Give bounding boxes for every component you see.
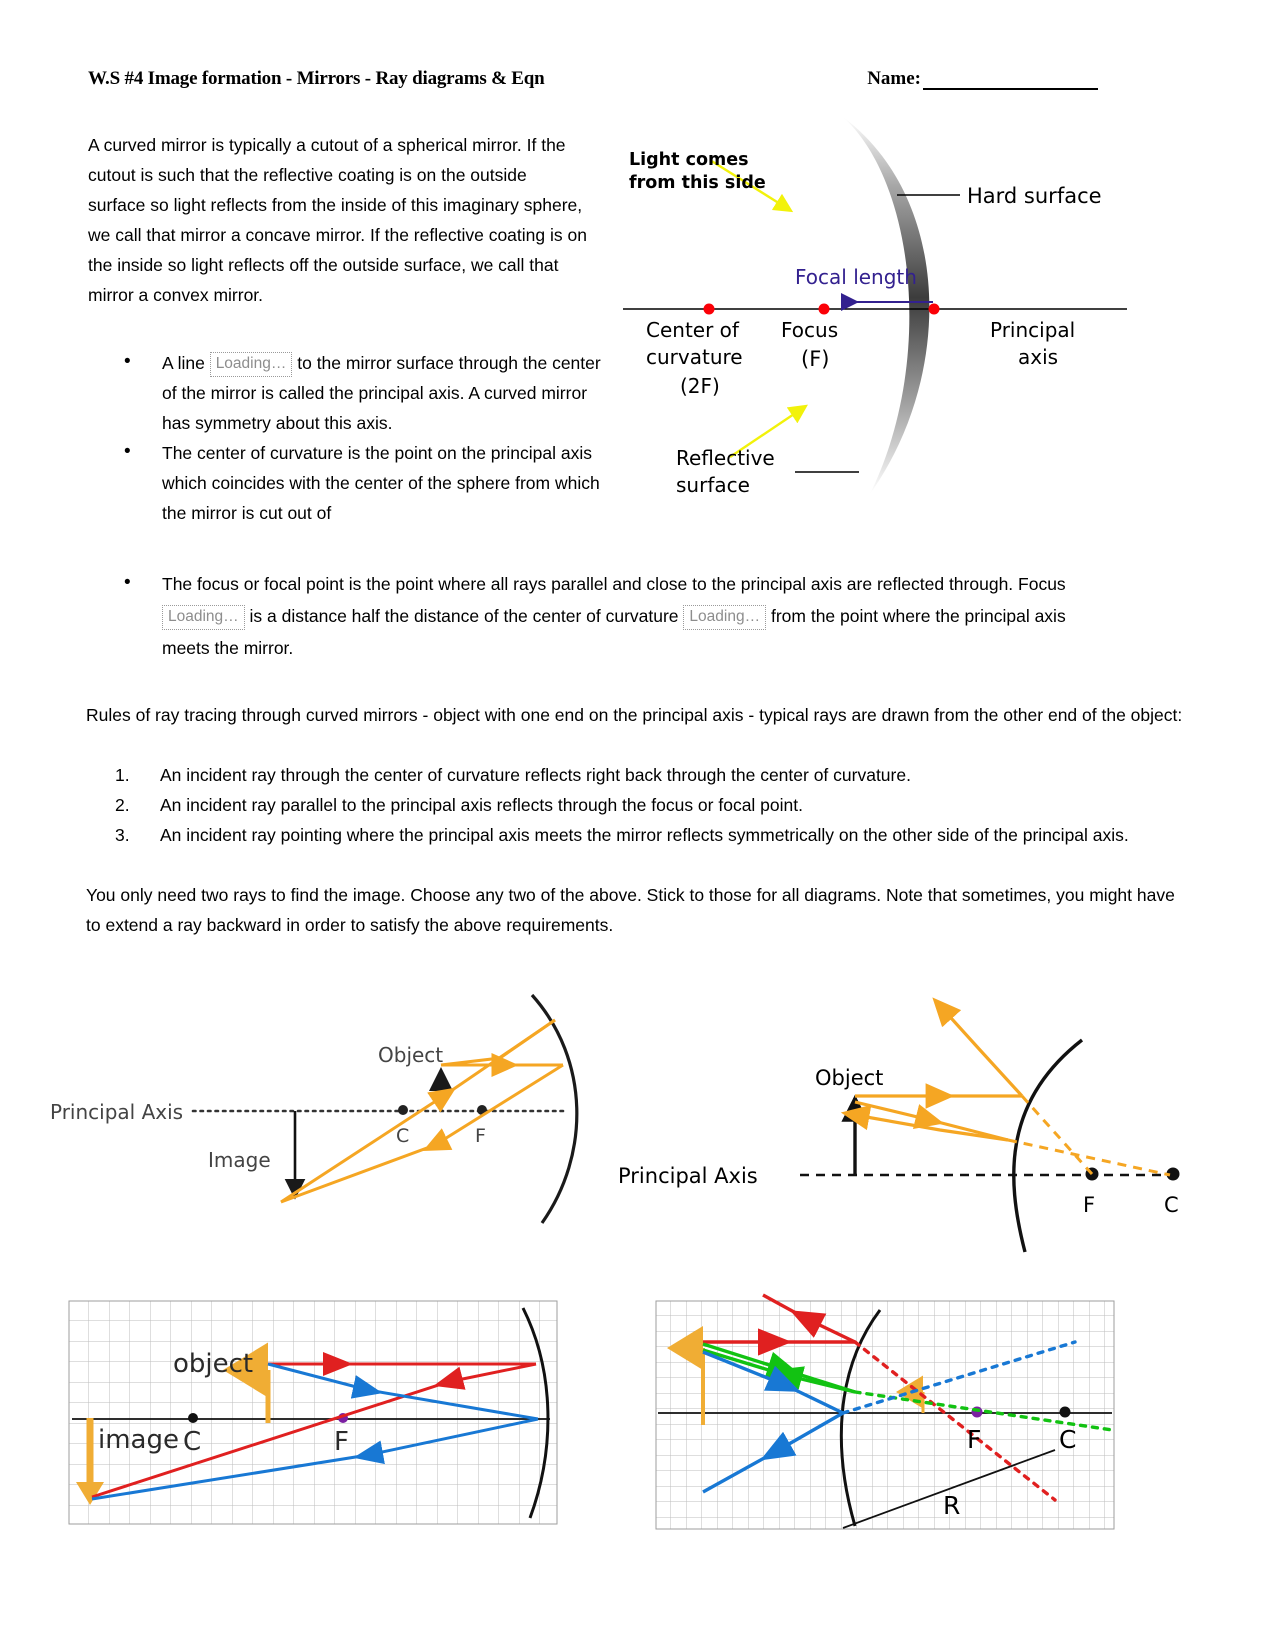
name-label: Name: [867, 68, 921, 89]
definition-bullets [110, 348, 610, 528]
definition-bullets-wide [110, 568, 1110, 664]
label-f: F [967, 1425, 982, 1454]
vertex-point [929, 304, 940, 315]
mirror-crescent-shape [843, 117, 929, 494]
page-header [88, 68, 1098, 90]
label-light-comes: Light comes [629, 150, 749, 170]
figure-convex-ray-diagram [610, 960, 1179, 1260]
label-object: Object [378, 1043, 444, 1067]
label-curvature: curvature [646, 345, 743, 369]
ray-parallel-reflected [281, 1065, 563, 1202]
label-f: F [475, 1125, 486, 1147]
page-title: W.S #4 Image formation - Mirrors - Ray diagrams & Eqn [88, 68, 545, 89]
intro-paragraph: A curved mirror is typically a cutout of a spherical mirror. If the cutout is such that the reflective coating is on the outside surface so light reflects from the inside of this imaginary sphere, we call that mirror a concave mirror. If the reflective coating is on the inside so light reflects off the outside surface, we call that mirror a convex mirror. [88, 135, 587, 305]
label-surface: surface [676, 473, 750, 497]
bullet-focus [110, 568, 1110, 664]
figure-grid-convex [655, 1300, 1115, 1530]
bullet-center-of-curvature: • The center of curvature is the point on the principal axis which coincides with the center of the sphere from which the mirror is cut out of [110, 438, 610, 528]
rule-item: An incident ray parallel to the principal axis reflects through the focus or focal point. [160, 795, 803, 815]
equation-placeholder-3[interactable]: Loading… [683, 605, 766, 630]
ray-through-focus-reflected [441, 1020, 555, 1065]
center-of-curvature-point [1060, 1407, 1071, 1418]
mirror-arc [532, 995, 577, 1223]
focus-point [819, 304, 830, 315]
bullet-1-text-a: A line [162, 353, 205, 373]
figure-mirror-anatomy [615, 112, 1130, 512]
label-focus: Focus [781, 318, 839, 342]
label-object: object [173, 1349, 254, 1379]
label-image: Image [208, 1148, 271, 1172]
label-f: F [334, 1427, 349, 1457]
label-hard-surface: Hard surface [967, 184, 1102, 208]
mirror-arc [1014, 1040, 1082, 1252]
equation-placeholder-2[interactable]: Loading… [162, 605, 245, 630]
label-from-this-side: from this side [629, 173, 766, 193]
label-r: R [943, 1491, 961, 1520]
bullet-3-text-b: is a distance half the distance of the center of curvature [249, 606, 679, 626]
label-image: image [98, 1425, 179, 1455]
ray-parallel-virtual-extension [1022, 1096, 1092, 1174]
bullet-3-text-c: from the point where the principal axis meets the mirror. [162, 606, 1066, 658]
label-axis: axis [1018, 345, 1059, 369]
grid-lines [656, 1301, 1114, 1529]
equation-placeholder-1[interactable]: Loading… [210, 352, 293, 377]
name-field-group [867, 68, 1098, 90]
figure-grid-concave [68, 1300, 558, 1525]
bullet-principal-axis [110, 348, 610, 438]
rules-list [112, 760, 1202, 850]
bullet-1-text-b: to the mirror surface through the center of the mirror is called the principal axis. A curved mirror has symmetry about this axis. [162, 353, 601, 433]
label-f: (F) [801, 347, 830, 371]
label-reflective: Reflective [676, 446, 775, 470]
rule-item: An incident ray through the center of curvature reflects right back through the center of curvature. [160, 765, 911, 785]
label-focal-length: Focal length [795, 265, 917, 289]
label-c: C [1164, 1193, 1179, 1217]
label-principal-axis: Principal Axis [50, 1100, 184, 1124]
rule-item: An incident ray pointing where the principal axis meets the mirror reflects symmetrically on the other side of the principal axis. [160, 825, 1129, 845]
label-c: C [1059, 1425, 1077, 1454]
label-c: C [183, 1427, 202, 1457]
bullet-3-text-a: The focus or focal point is the point where all rays parallel and close to the principal axis are reflected through. Focus [162, 574, 1066, 594]
center-of-curvature-point [398, 1105, 408, 1115]
ray-parallel-reflected [942, 1008, 1022, 1096]
figure-concave-ray-diagram [45, 965, 615, 1255]
rules-intro-paragraph: Rules of ray tracing through curved mirrors - object with one end on the principal axis - typical rays are drawn from the other end of the object: [86, 705, 1183, 725]
label-principal: Principal [990, 318, 1076, 342]
label-principal-axis: Principal Axis [618, 1164, 758, 1188]
name-input-line[interactable] [923, 73, 1098, 90]
label-f: F [1083, 1193, 1096, 1217]
label-c: C [396, 1125, 410, 1147]
closing-paragraph: You only need two rays to find the image. Choose any two of the above. Stick to those for all diagrams. Note that sometimes, you might have to extend a ray backward in order to satisfy the above requirements. [86, 885, 1175, 935]
ray-toward-c-incident [855, 1102, 1008, 1140]
center-of-curvature-point [188, 1413, 198, 1423]
center-of-curvature-point [704, 304, 715, 315]
label-2f: (2F) [680, 374, 720, 398]
label-center-of: Center of [646, 318, 739, 342]
label-object: Object [815, 1066, 884, 1090]
